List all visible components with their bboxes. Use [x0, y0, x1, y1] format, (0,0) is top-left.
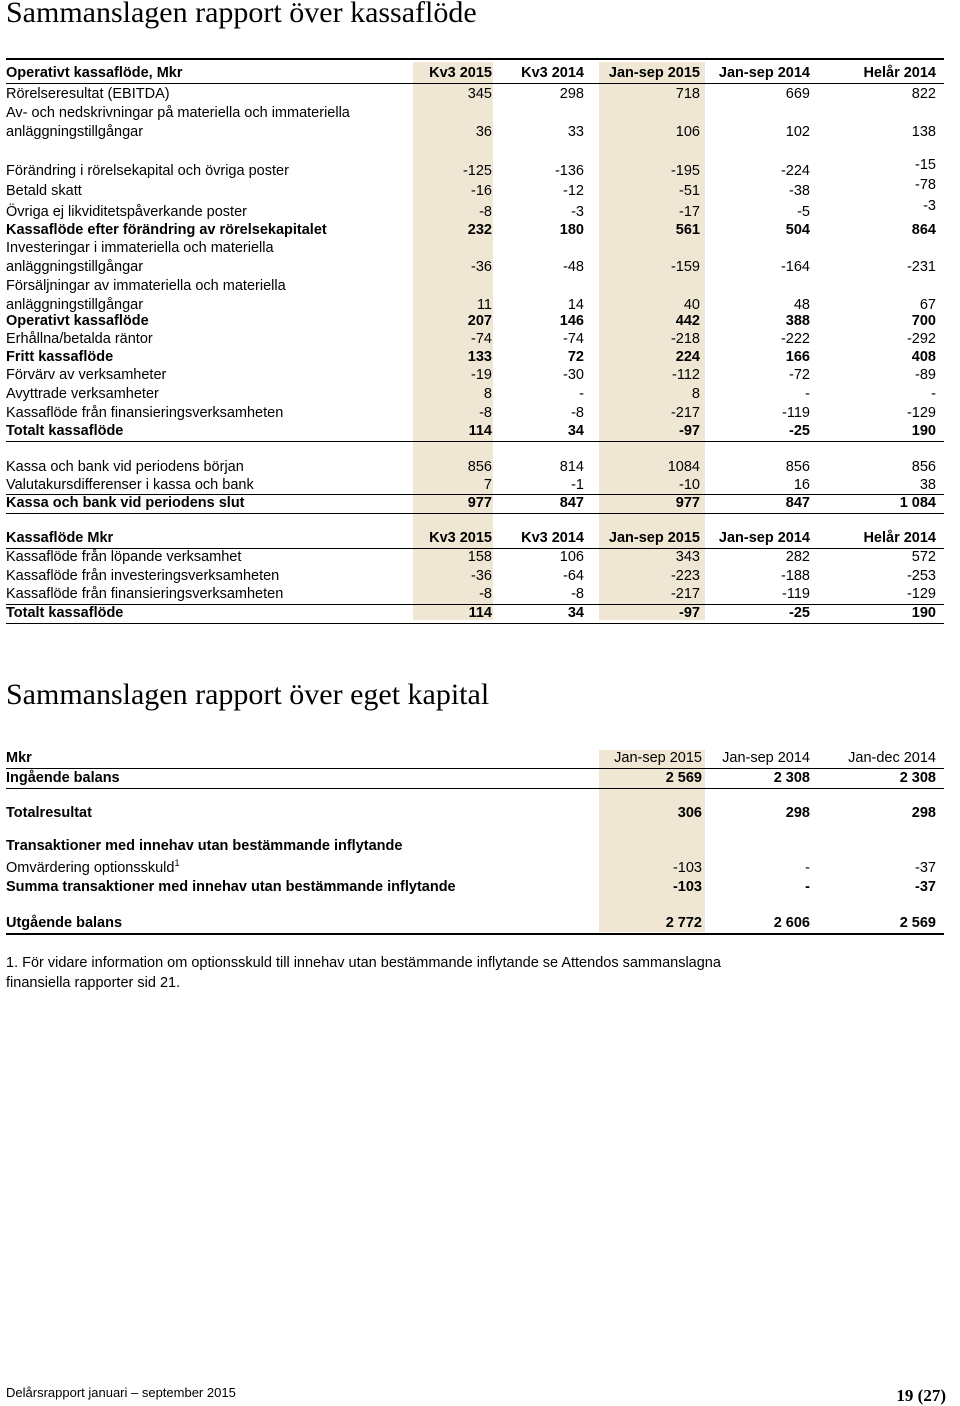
cell-value: 282 [785, 549, 810, 565]
cell-value: 847 [785, 495, 810, 511]
table-row [6, 770, 944, 788]
row-label: Förändring i rörelsekapital och övriga poster [6, 163, 289, 179]
cell-value: 856 [467, 459, 492, 475]
cell-value: -74 [471, 331, 492, 347]
cell-value: -129 [906, 405, 936, 421]
cell-value: 34 [567, 423, 584, 439]
cell-value: -78 [915, 177, 936, 193]
cell-value: 16 [793, 477, 810, 493]
cell-value: -19 [471, 367, 492, 383]
cell-value: - [805, 879, 810, 895]
row-label: Kassaflöde från finansieringsverksamheten [6, 405, 284, 421]
cell-value: 856 [911, 459, 936, 475]
row-label: Kassaflöde från investeringsverksamheten [6, 568, 280, 584]
footnote-line: finansiella rapporter sid 21. [6, 975, 181, 991]
cell-value: 106 [559, 549, 584, 565]
cell-value: 408 [911, 349, 936, 365]
cell-value: -8 [571, 586, 584, 602]
cell-value: -72 [789, 367, 810, 383]
row-label: Övriga ej likviditetspåverkande poster [6, 204, 247, 220]
cell-value: 8 [691, 386, 700, 402]
header-col: Jan-sep 2015 [608, 530, 700, 546]
row-label: Operativt kassaflöde [6, 313, 149, 329]
cell-value: 166 [785, 349, 810, 365]
header-col: Helår 2014 [863, 65, 936, 81]
row-label-line1: Investeringar i immateriella och materiella [6, 240, 274, 256]
cell-value: 700 [911, 313, 936, 329]
cell-value: -103 [672, 860, 702, 876]
cell-value: -16 [471, 183, 492, 199]
cell-value: - [579, 386, 584, 402]
cell-value: 38 [919, 477, 936, 493]
cell-value: -223 [670, 568, 700, 584]
cell-value: 232 [467, 222, 492, 238]
row-label: Valutakursdifferenser i kassa och bank [6, 477, 254, 493]
cell-value: -159 [670, 259, 700, 275]
header-col: Jan-sep 2014 [718, 65, 810, 81]
cell-value: -25 [789, 423, 810, 439]
cell-value: -48 [563, 259, 584, 275]
row-label: Betald skatt [6, 183, 82, 199]
row-label: Kassa och bank vid periodens början [6, 459, 244, 475]
page-number: 19 (27) [896, 1386, 946, 1405]
header-col: Jan-sep 2015 [614, 750, 702, 766]
row-label: Förvärv av verksamheter [6, 367, 167, 383]
cell-value: -64 [563, 568, 584, 584]
cell-value: -36 [471, 259, 492, 275]
cell-value: 40 [683, 297, 700, 313]
cell-value: 298 [559, 86, 584, 102]
cell-value: -8 [571, 405, 584, 421]
table-row [6, 805, 944, 823]
cell-value: 856 [785, 459, 810, 475]
header-col: Kv3 2014 [521, 65, 584, 81]
cell-value: -8 [479, 586, 492, 602]
equity-title: Sammanslagen rapport över eget kapital [6, 678, 490, 711]
cell-value: 718 [675, 86, 700, 102]
cell-value: -119 [782, 586, 810, 602]
cell-value: 36 [475, 124, 492, 140]
equity-table [6, 0, 944, 940]
cell-value: -195 [670, 163, 700, 179]
cell-value: -129 [906, 586, 936, 602]
row-label: Rörelseresultat (EBITDA) [6, 86, 170, 102]
cell-value: 561 [675, 222, 700, 238]
cell-value: 345 [467, 86, 492, 102]
cell-value: 864 [911, 222, 936, 238]
table-row [6, 915, 944, 933]
header-label: Mkr [6, 750, 32, 766]
row-label: anläggningstillgångar [6, 124, 144, 140]
table-row [6, 860, 944, 878]
cell-value: -217 [670, 405, 700, 421]
row-label: Omvärdering optionsskuld$^1$ [6, 858, 180, 876]
header-col: Kv3 2015 [429, 65, 492, 81]
cell-value: 114 [468, 423, 492, 439]
cell-value: -30 [563, 367, 584, 383]
cell-value: 2 569 [899, 915, 936, 931]
cell-value: 442 [675, 313, 700, 329]
footnote-line: 1. För vidare information om optionsskuld till innehav utan bestämmande inflytande se Attendos sammanslagna [6, 955, 721, 971]
cell-value: 2 308 [773, 770, 810, 786]
cell-value: 67 [919, 297, 936, 313]
cell-value: -136 [554, 163, 584, 179]
header-col: Jan-dec 2014 [848, 750, 936, 766]
cell-value: 669 [785, 86, 810, 102]
cell-value: -218 [670, 331, 700, 347]
table-row [6, 838, 944, 856]
cell-value: 2 569 [665, 770, 702, 786]
cell-value: -74 [563, 331, 584, 347]
cell-value: 72 [567, 349, 584, 365]
cell-value: 190 [911, 423, 936, 439]
row-label: Kassaflöde efter förändring av rörelsekapitalet [6, 222, 327, 238]
cell-value: -25 [789, 605, 810, 621]
cell-value: -253 [906, 568, 936, 584]
cell-value: 224 [675, 349, 700, 365]
cell-value: 1 084 [899, 495, 936, 511]
header-col: Jan-sep 2014 [718, 530, 810, 546]
document-title: Delårsrapport januari – september 2015 [6, 1385, 236, 1400]
row-label: Ingående balans [6, 770, 120, 786]
cell-value: 158 [467, 549, 492, 565]
cell-value: 504 [785, 222, 810, 238]
row-label: Totalt kassaflöde [6, 605, 124, 621]
cell-value: -125 [462, 163, 492, 179]
table-header-row [6, 750, 944, 768]
cell-value: 388 [785, 313, 810, 329]
row-label: Totalresultat [6, 805, 92, 821]
row-label: anläggningstillgångar [6, 259, 144, 275]
cell-value: -1 [571, 477, 584, 493]
row-label: anläggningstillgångar [6, 297, 144, 313]
row-rule [6, 933, 944, 935]
header-col: Helår 2014 [863, 530, 936, 546]
cell-value: 343 [675, 549, 700, 565]
row-rule [6, 788, 944, 789]
header-label: Operativt kassaflöde, Mkr [6, 65, 183, 81]
cell-value: 822 [911, 86, 936, 102]
row-label: Fritt kassaflöde [6, 349, 114, 365]
cell-value: - [931, 386, 936, 402]
cell-value: -224 [780, 163, 810, 179]
cell-value: -119 [782, 405, 810, 421]
cell-value: -8 [479, 405, 492, 421]
row-label-line1: Av- och nedskrivningar på materiella och immateriella [6, 105, 350, 121]
cell-value: 977 [467, 495, 492, 511]
cell-value: - [805, 386, 810, 402]
cell-value: 33 [567, 124, 584, 140]
row-label: Avyttrade verksamheter [6, 386, 159, 402]
cell-value: 847 [559, 495, 584, 511]
cell-value: 138 [911, 124, 936, 140]
cell-value: 106 [675, 124, 700, 140]
cell-value: 2 606 [773, 915, 810, 931]
header-col: Kv3 2014 [521, 530, 584, 546]
cell-value: 48 [793, 297, 810, 313]
cell-value: 2 308 [899, 770, 936, 786]
cell-value: -3 [923, 198, 936, 214]
cell-value: 146 [559, 313, 584, 329]
cell-value: -15 [915, 157, 936, 173]
cell-value: -3 [571, 204, 584, 220]
cell-value: 977 [675, 495, 700, 511]
cell-value: -10 [679, 477, 700, 493]
cell-value: -89 [915, 367, 936, 383]
footnote-marker: 1 [174, 858, 180, 869]
cell-value: -97 [679, 605, 700, 621]
cell-value: -17 [679, 204, 700, 220]
cell-value: 207 [467, 313, 492, 329]
cashflow-title: Sammanslagen rapport över kassaflöde [6, 0, 477, 29]
cell-value: 11 [476, 297, 492, 313]
cell-value: 298 [785, 805, 810, 821]
cell-value: 306 [677, 805, 702, 821]
row-label: Transaktioner med innehav utan bestämmande inflytande [6, 838, 403, 854]
cell-value: -231 [906, 259, 936, 275]
cell-value: -97 [679, 423, 700, 439]
cell-value: 1084 [667, 459, 700, 475]
header-label: Kassaflöde Mkr [6, 530, 114, 546]
row-label: Utgående balans [6, 915, 123, 931]
cell-value: -37 [915, 879, 936, 895]
cell-value: 572 [911, 549, 936, 565]
cell-value: -8 [479, 204, 492, 220]
row-label: Erhållna/betalda räntor [6, 331, 153, 347]
cell-value: -37 [915, 860, 936, 876]
cell-value: -51 [679, 183, 700, 199]
cell-value: -217 [670, 586, 700, 602]
cell-value: 2 772 [665, 915, 702, 931]
row-label: Summa transaktioner med innehav utan bestämmande inflytande [6, 879, 456, 895]
row-label: Kassa och bank vid periodens slut [6, 495, 245, 511]
cell-value: 190 [911, 605, 936, 621]
cell-value: -164 [780, 259, 810, 275]
header-col: Jan-sep 2015 [608, 65, 700, 81]
cell-value: 298 [911, 805, 936, 821]
cell-value: 814 [559, 459, 584, 475]
cell-value: - [805, 860, 810, 876]
cell-value: -36 [471, 568, 492, 584]
cell-value: 133 [467, 349, 492, 365]
header-col: Kv3 2015 [429, 530, 492, 546]
cell-value: 114 [468, 605, 492, 621]
cell-value: 7 [483, 477, 492, 493]
cell-value: -112 [672, 367, 700, 383]
cell-value: 102 [785, 124, 810, 140]
cell-value: 14 [567, 297, 584, 313]
cell-value: 8 [483, 386, 492, 402]
cell-value: -292 [906, 331, 936, 347]
cell-value: -222 [780, 331, 810, 347]
table-row [6, 879, 944, 897]
cell-value: 34 [567, 605, 584, 621]
row-label-line1: Försäljningar av immateriella och materiella [6, 278, 286, 294]
header-col: Jan-sep 2014 [722, 750, 810, 766]
cell-value: -38 [789, 183, 810, 199]
row-label: Kassaflöde från finansieringsverksamheten [6, 586, 284, 602]
cell-value: -103 [672, 879, 702, 895]
header-rule [6, 768, 944, 769]
cell-value: 180 [559, 222, 584, 238]
row-label: Kassaflöde från löpande verksamhet [6, 549, 242, 565]
cell-value: -12 [563, 183, 584, 199]
cell-value: -188 [780, 568, 810, 584]
row-label: Totalt kassaflöde [6, 423, 124, 439]
cell-value: -5 [797, 204, 810, 220]
